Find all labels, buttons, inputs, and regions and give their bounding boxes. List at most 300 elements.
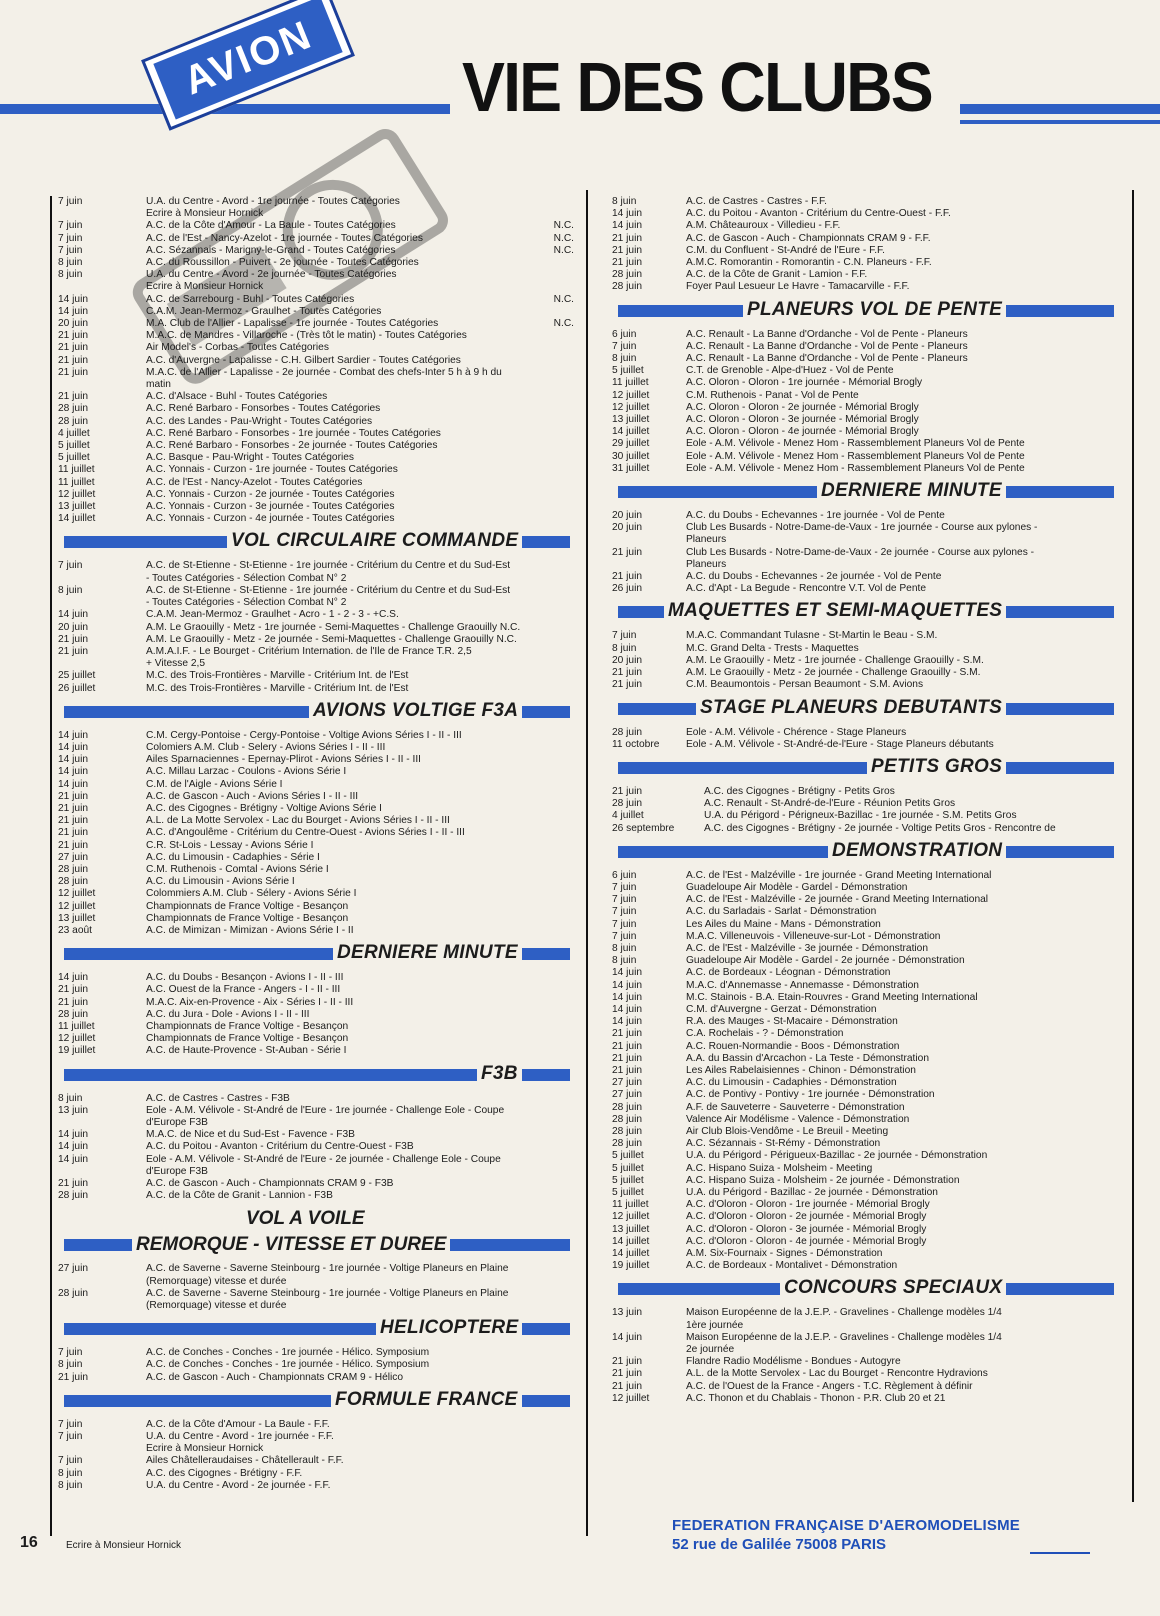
event-text: C.A. Rochelais - ? - Démonstration	[686, 1028, 844, 1040]
section-list	[606, 870, 1126, 1273]
list-item	[52, 416, 582, 428]
event-date: 21 juin	[58, 984, 89, 996]
event-date: 21 juin	[612, 1052, 643, 1064]
event-date: 7 juin	[612, 894, 637, 906]
list-item	[52, 888, 582, 900]
section-title: CONCOURS SPECIAUX	[780, 1277, 1006, 1299]
event-date: 20 juin	[58, 318, 89, 330]
event-date: 21 juin	[58, 330, 89, 342]
event-text: A.C. Yonnais - Curzon - 1re journée - Toutes Catégories	[146, 464, 398, 476]
list-item	[52, 585, 582, 609]
list-item	[52, 1190, 582, 1202]
event-date: 13 juillet	[58, 501, 96, 513]
event-text: U.A. du Périgord - Bazillac - 2e journée - Démonstration	[686, 1187, 938, 1198]
event-text: A.C. de Bordeaux - Montalivet - Démonstration	[686, 1260, 898, 1272]
event-date: 27 juin	[612, 1077, 643, 1089]
event-date: 14 juin	[58, 293, 89, 305]
section-list	[606, 727, 1126, 751]
event-date: 28 juin	[612, 281, 643, 293]
event-text: A.L. de La Motte Servolex - Lac du Bourget - Avions Séries I - II - III	[146, 815, 450, 827]
list-item	[606, 870, 1126, 882]
list-item	[606, 451, 1126, 463]
event-text: C.A.M. Jean-Mermoz - Graulhet - Toutes Catégories	[146, 305, 382, 317]
event-date: 29 juillet	[612, 438, 650, 450]
event-text: Eole - A.M. Vélivole - St-André de l'Eure - 1re journée - Challenge Eole - Coupe d'Europe F3B	[146, 1104, 505, 1128]
event-date: 4 juillet	[612, 810, 644, 822]
list-item	[52, 766, 582, 778]
event-text: M.C. des Trois-Frontières - Marville - Critérium Int. de l'Est	[146, 682, 409, 694]
list-item	[606, 1016, 1126, 1028]
event-date: 12 juillet	[612, 389, 650, 401]
section-list	[52, 1263, 582, 1312]
event-text: A.M.A.I.F. - Le Bourget - Critérium Internation. de l'Ile de France T.R. 2,5 + Vitesse 2,5	[146, 645, 472, 670]
list-item	[606, 906, 1126, 918]
event-date: 21 juin	[58, 645, 89, 657]
event-text: M.A.C. Villeneuvois - Villeneuve-sur-Lot - Démonstration	[686, 930, 941, 942]
list-item	[606, 1004, 1126, 1016]
event-text: A.C. de l'Est - Malzéville - 2e journée - Grand Meeting International	[686, 894, 989, 906]
event-date: 8 juin	[612, 955, 637, 967]
event-date: 20 juin	[612, 654, 643, 666]
section-heading	[52, 701, 582, 723]
list-item	[52, 754, 582, 766]
event-text: C.M. du Confluent - St-André de l'Eure - F.F.	[686, 244, 885, 256]
event-date: 7 juin	[612, 918, 637, 930]
event-text: Eole - A.M. Vélivole - Chérence - Stage Planeurs	[686, 726, 907, 738]
event-text: A.C. Ouest de la France - Angers - I - II - III	[146, 984, 341, 996]
list-item	[52, 403, 582, 415]
list-item	[52, 428, 582, 440]
event-text: A.C. de la Côte d'Amour - La Baule - F.F.	[146, 1418, 330, 1430]
event-text: A.C. de Conches - Conches - 1re journée - Hélico. Symposium	[146, 1359, 430, 1371]
event-date: 12 juillet	[58, 888, 96, 900]
event-text: Flandre Radio Modélisme - Bondues - Autogyre	[686, 1356, 901, 1368]
list-item	[52, 1455, 582, 1467]
event-date: 19 juillet	[612, 1260, 650, 1272]
event-date: 8 juin	[612, 196, 637, 207]
event-date: 28 juin	[612, 1138, 643, 1150]
event-text: A.C. d'Oloron - Oloron - 4e journée - Mémorial Brogly	[686, 1235, 927, 1247]
event-text: A.C. Renault - La Banne d'Ordanche - Vol de Pente - Planeurs	[686, 328, 968, 340]
section-list	[52, 730, 582, 937]
event-date: 14 juin	[58, 729, 89, 741]
event-text: A.C. d'Auvergne - Lapalisse - C.H. Gilbert Sardier - Toutes Catégories	[146, 354, 461, 366]
event-text: Eole - A.M. Vélivole - St-André de l'Eure - 2e journée - Challenge Eole - Coupe d'Europe F3B	[146, 1153, 501, 1177]
list-item	[606, 233, 1126, 245]
event-text: Guadeloupe Air Modèle - Gardel - Démonstration	[686, 881, 908, 893]
list-item	[606, 1368, 1126, 1380]
event-text: A.M. Le Graouilly - Metz - 2e journée - Challenge Graouilly - S.M.	[686, 667, 981, 679]
event-text: A.C. Millau Larzac - Coulons - Avions Série I	[146, 766, 347, 778]
event-text: A.C. du Poitou - Avanton - Critérium du Centre-Ouest - F.F.	[686, 208, 951, 220]
list-item	[52, 330, 582, 342]
event-text: A.C. Thonon et du Chablais - Thonon - P.R. Club 20 et 21	[686, 1392, 946, 1404]
list-item	[606, 426, 1126, 438]
event-date: 21 juin	[58, 354, 89, 366]
event-date: 21 juin	[612, 546, 643, 558]
list-item	[606, 1393, 1126, 1405]
list-item	[52, 997, 582, 1009]
list-item	[606, 1199, 1126, 1211]
list-item	[606, 220, 1126, 232]
list-item	[52, 670, 582, 682]
event-date: 13 juillet	[58, 912, 96, 924]
event-text: C.M. Ruthenois - Panat - Vol de Pente	[686, 389, 859, 401]
event-text: M.A.C. Aix-en-Provence - Aix - Séries I - II - III	[146, 996, 354, 1008]
event-text: A.C. d'Oloron - Oloron - 3e journée - Mémorial Brogly	[686, 1223, 927, 1235]
event-date: 14 juin	[612, 1016, 643, 1028]
event-date: 28 juin	[58, 1287, 89, 1299]
event-text: A.M.C. Romorantin - Romorantin - C.N. Planeurs - F.F.	[686, 257, 932, 269]
event-date: 28 juin	[612, 1113, 643, 1125]
list-item	[52, 622, 582, 634]
list-item	[606, 402, 1126, 414]
event-text: A.C. de Sarrebourg - Buhl - Toutes Catégories	[146, 293, 355, 305]
list-item	[52, 501, 582, 513]
list-item	[52, 294, 582, 306]
event-date: 28 juin	[612, 1125, 643, 1137]
section-title: AVIONS VOLTIGE F3A	[309, 700, 522, 722]
section-heading	[606, 841, 1126, 863]
event-date: 14 juillet	[58, 513, 96, 525]
event-date: 7 juin	[612, 340, 637, 352]
section-title: FORMULE FRANCE	[331, 1389, 522, 1411]
event-text: A.C. Hispano Suiza - Molsheim - Meeting	[686, 1162, 873, 1174]
event-text: A.C. René Barbaro - Fonsorbes - 2e journée - Toutes Catégories	[146, 440, 438, 452]
list-item	[52, 864, 582, 876]
event-text: A.C. de la Côte d'Amour - La Baule - Toutes Catégories	[146, 220, 396, 232]
event-date: 8 juin	[612, 942, 637, 954]
event-text: A.C. de la Côte de Granit - Lannion - F3B	[146, 1190, 333, 1202]
event-text: A.C. des Landes - Pau-Wright - Toutes Catégories	[146, 415, 373, 427]
event-text: A.C. Basque - Pau-Wright - Toutes Catégories	[146, 452, 354, 464]
event-date: 21 juin	[58, 391, 89, 403]
list-item	[606, 1089, 1126, 1101]
event-text: A.C. Oloron - Oloron - 2e journée - Mémorial Brogly	[686, 401, 919, 413]
event-date: 12 juillet	[58, 900, 96, 912]
event-text: A.C. Renault - La Banne d'Ordanche - Vol de Pente - Planeurs	[686, 353, 968, 365]
event-date: 21 juin	[612, 232, 643, 244]
list-item	[606, 679, 1126, 691]
list-item	[52, 683, 582, 695]
list-item	[606, 547, 1126, 571]
event-text: A.C. Yonnais - Curzon - 4e journée - Toutes Catégories	[146, 513, 395, 525]
list-item	[52, 1093, 582, 1105]
event-date: 14 juillet	[612, 426, 650, 438]
federation-name: FEDERATION FRANÇAISE D'AEROMODELISME	[672, 1517, 1020, 1534]
event-text: A.C. de St-Etienne - St-Etienne - 1re journée - Critérium du Centre et du Sud-Est - Toutes Catégories - Sélection Combat N° 2	[146, 584, 511, 609]
event-date: 7 juin	[612, 906, 637, 918]
event-date: 13 juillet	[612, 1223, 650, 1235]
nc-badge: N.C.	[553, 220, 574, 232]
event-date: 5 juillet	[612, 1174, 644, 1186]
event-date: 12 juillet	[612, 1211, 650, 1223]
logo-text: AVION	[153, 0, 342, 120]
event-date: 8 juin	[58, 584, 83, 596]
list-item	[52, 318, 582, 330]
event-date: 8 juin	[612, 642, 637, 654]
list-item	[606, 1175, 1126, 1187]
event-date: 14 juin	[58, 741, 89, 753]
event-date: 21 juin	[58, 1371, 89, 1383]
event-text: C.M. Beaumontois - Persan Beaumont - S.M. Avions	[686, 679, 924, 691]
event-text: A.C. des Cigognes - Brétigny - 2e journée - Voltige Petits Gros - Rencontre de	[704, 822, 1056, 834]
section-list	[606, 510, 1126, 595]
section-heading	[52, 1064, 582, 1086]
event-text: A.C. d'Apt - La Begude - Rencontre V.T. Vol de Pente	[686, 583, 926, 595]
event-date: 21 juin	[58, 1178, 89, 1190]
list-item	[52, 196, 582, 220]
list-item	[52, 1347, 582, 1359]
event-date: 28 juin	[58, 863, 89, 875]
page-number: 16	[20, 1534, 38, 1551]
event-text: A.C. Hispano Suiza - Molsheim - 2e journée - Démonstration	[686, 1174, 960, 1186]
list-item	[606, 341, 1126, 353]
event-text: Eole - A.M. Vélivole - Menez Hom - Rassemblement Planeurs Vol de Pente	[686, 450, 1025, 462]
section-title: DERNIERE MINUTE	[333, 942, 522, 964]
list-item	[606, 931, 1126, 943]
list-item	[606, 667, 1126, 679]
right-top-list	[606, 196, 1126, 294]
list-item	[52, 1105, 582, 1129]
section-title: PLANEURS VOL DE PENTE	[743, 299, 1006, 321]
list-item	[52, 342, 582, 354]
event-date: 26 septembre	[612, 822, 675, 834]
list-item	[52, 1154, 582, 1178]
list-item	[52, 791, 582, 803]
event-date: 7 juin	[612, 930, 637, 942]
list-item	[52, 876, 582, 888]
event-text: A.M. Six-Fournaix - Signes - Démonstration	[686, 1248, 883, 1260]
list-item	[606, 1126, 1126, 1138]
section-title: DERNIERE MINUTE	[817, 480, 1006, 502]
section-heading	[52, 1390, 582, 1412]
event-date: 21 juin	[58, 633, 89, 645]
event-date: 12 juillet	[612, 401, 650, 413]
list-item	[606, 1356, 1126, 1368]
list-item	[606, 281, 1126, 293]
list-item	[52, 257, 582, 269]
event-text: A.C. de la Côte de Granit - Lamion - F.F.	[686, 269, 868, 281]
list-item	[52, 1141, 582, 1153]
event-date: 4 juillet	[58, 427, 90, 439]
event-text: A.C. de l'Est - Nancy-Azelot - 1re journée - Toutes Catégories	[146, 232, 423, 244]
event-date: 11 juillet	[58, 464, 95, 476]
list-item	[606, 1114, 1126, 1126]
event-text: Maison Européenne de la J.E.P. - Gravelines - Challenge modèles 1/4 1ère journée	[686, 1307, 1002, 1331]
section-heading	[606, 757, 1126, 779]
list-item	[52, 646, 582, 670]
section-title: PETITS GROS	[867, 756, 1006, 778]
event-text: U.A. du Périgord - Périgneux-Bazillac - 1re journée - S.M. Petits Gros	[704, 810, 1017, 822]
section-heading	[52, 1208, 582, 1256]
event-date: 5 juillet	[612, 1187, 644, 1198]
event-text: A.C. de Saverne - Saverne Steinbourg - 1re journée - Voltige Planeurs en Plaine (Remorquage) vitesse et durée	[146, 1263, 509, 1287]
event-date: 12 juillet	[58, 1033, 96, 1045]
event-date: 14 juin	[58, 754, 89, 766]
event-date: 28 juin	[58, 1190, 89, 1202]
event-date: 5 juillet	[58, 452, 90, 464]
event-text: Eole - A.M. Vélivole - Menez Hom - Rassemblement Planeurs Vol de Pente	[686, 462, 1025, 474]
list-item	[52, 840, 582, 852]
list-item	[606, 810, 1126, 822]
list-item	[606, 1028, 1126, 1040]
event-text: A.C. de l'Est - Malzéville - 3e journée - Démonstration	[686, 942, 929, 954]
list-item	[606, 353, 1126, 365]
event-text: U.A. du Centre - Avord - 1re journée - F.F. Ecrire à Monsieur Hornick	[146, 1431, 334, 1455]
section-heading	[606, 1278, 1126, 1300]
list-item	[606, 727, 1126, 739]
event-date: 21 juin	[612, 1028, 643, 1040]
section-title: F3B	[477, 1063, 522, 1085]
list-item	[606, 1211, 1126, 1223]
event-text: R.A. des Mauges - St-Macaire - Démonstration	[686, 1016, 898, 1028]
list-item	[52, 803, 582, 815]
list-item	[606, 882, 1126, 894]
event-date: 11 juillet	[612, 377, 649, 389]
list-item	[52, 306, 582, 318]
event-date: 7 juin	[58, 220, 83, 232]
event-text: A.M. Le Graouilly - Metz - 1re journée - Challenge Graouilly - S.M.	[686, 654, 984, 666]
section-heading	[52, 1318, 582, 1340]
event-text: Air Club Blois-Vendôme - Le Breuil - Meeting	[686, 1125, 889, 1137]
event-date: 26 juillet	[58, 682, 96, 694]
event-text: A.C. du Sarladais - Sarlat - Démonstration	[686, 906, 877, 918]
list-item	[606, 1224, 1126, 1236]
federation-underline	[1030, 1552, 1090, 1554]
event-text: A.C. de l'Est - Malzéville - 1re journée - Grand Meeting International	[686, 869, 992, 881]
list-item	[606, 919, 1126, 931]
list-item	[52, 852, 582, 864]
list-item	[606, 390, 1126, 402]
section-heading	[52, 943, 582, 965]
event-text: A.C. Oloron - Oloron - 1re journée - Mémorial Brogly	[686, 377, 923, 389]
event-date: 7 juin	[58, 232, 83, 244]
list-item	[606, 739, 1126, 751]
event-date: 25 juillet	[58, 670, 96, 682]
list-item	[606, 967, 1126, 979]
event-text: Club Les Busards - Notre-Dame-de-Vaux - 2e journée - Course aux pylones - Planeurs	[686, 546, 1035, 570]
event-date: 14 juin	[58, 305, 89, 317]
event-text: A.C. Yonnais - Curzon - 3e journée - Toutes Catégories	[146, 501, 395, 513]
event-text: A.C. d'Alsace - Buhl - Toutes Catégories	[146, 391, 328, 403]
event-text: A.F. de Sauveterre - Sauveterre - Démonstration	[686, 1101, 905, 1113]
event-date: 13 juin	[58, 1104, 89, 1116]
event-date: 21 juin	[612, 1380, 643, 1392]
event-text: A.C. de Gascon - Auch - Championnats CRAM 9 - Hélico	[146, 1371, 404, 1383]
event-text: A.C. Renault - St-André-de-l'Eure - Réunion Petits Gros	[704, 798, 956, 810]
right-column-rule	[1132, 190, 1134, 1502]
event-text: Valence Air Modélisme - Valence - Démonstration	[686, 1113, 910, 1125]
list-item	[606, 823, 1126, 835]
event-date: 28 juin	[612, 1101, 643, 1113]
event-text: U.A. du Centre - Avord - 2e journée - Toutes Catégories Ecrire à Monsieur Hornick	[146, 269, 397, 293]
event-date: 19 juillet	[58, 1045, 96, 1057]
event-date: 8 juin	[58, 1359, 83, 1371]
event-date: 14 juin	[58, 1153, 89, 1165]
event-text: A.M. Le Graouilly - Metz - 1re journée - Semi-Maquettes - Challenge Graouilly N.C.	[146, 621, 521, 633]
footer-note: Ecrire à Monsieur Hornick	[66, 1540, 182, 1551]
event-text: A.C. de Saverne - Saverne Steinbourg - 1re journée - Voltige Planeurs en Plaine (Remorquage) vitesse et durée	[146, 1287, 509, 1312]
list-item	[52, 1372, 582, 1384]
list-item	[606, 510, 1126, 522]
event-text: Eole - A.M. Vélivole - St-André-de-l'Eure - Stage Planeurs débutants	[686, 738, 994, 750]
list-item	[606, 196, 1126, 208]
event-text: A.C. du Roussillon - Puivert - 2e journée - Toutes Catégories	[146, 257, 419, 269]
event-text: U.A. du Périgord - Périgueux-Bazillac - 2e journée - Démonstration	[686, 1150, 988, 1162]
list-item	[606, 583, 1126, 595]
list-item	[606, 208, 1126, 220]
list-item	[606, 992, 1126, 1004]
event-text: A.C. de l'Ouest de la France - Angers - T.C. Règlement à définir	[686, 1380, 973, 1392]
list-item	[52, 1480, 582, 1492]
event-date: 11 octobre	[612, 738, 660, 750]
list-item	[606, 377, 1126, 389]
event-date: 5 juillet	[612, 1150, 644, 1162]
event-text: A.C. de Castres - Castres - F3B	[146, 1092, 290, 1104]
event-text: M.A.C. d'Annemasse - Annemasse - Démonstration	[686, 979, 919, 991]
event-date: 14 juin	[58, 1141, 89, 1153]
list-item	[52, 634, 582, 646]
event-date: 31 juillet	[612, 462, 650, 474]
event-text: Colommiers A.M. Club - Sélery - Avions Série I	[146, 888, 357, 900]
event-text: A.C. de Mimizan - Mimizan - Avions Série I - II	[146, 924, 354, 936]
event-text: A.C. du Limousin - Cadaphies - Série I	[146, 851, 320, 863]
list-item	[52, 1021, 582, 1033]
event-date: 5 juillet	[612, 365, 644, 377]
list-item	[606, 943, 1126, 955]
nc-badge: N.C.	[553, 244, 574, 256]
right-column	[606, 196, 1126, 1405]
event-date: 8 juin	[58, 257, 83, 269]
event-text: A.C. du Doubs - Echevannes - 2e journée - Vol de Pente	[686, 571, 942, 583]
list-item	[606, 257, 1126, 269]
event-date: 28 juin	[58, 415, 89, 427]
event-date: 12 juillet	[58, 488, 96, 500]
list-item	[52, 391, 582, 403]
event-date: 21 juin	[612, 257, 643, 269]
list-item	[606, 571, 1126, 583]
list-item	[52, 1419, 582, 1431]
event-date: 11 juillet	[58, 1020, 95, 1032]
event-date: 28 juin	[58, 876, 89, 888]
page-title: VIE DES CLUBS	[462, 48, 932, 126]
section-list	[606, 630, 1126, 691]
event-text: M.A.C. de l'Allier - Lapalisse - 2e journée - Combat des chefs-Inter 5 h à 9 h du matin	[146, 366, 502, 391]
list-item	[606, 1150, 1126, 1162]
list-item	[606, 1053, 1126, 1065]
event-text: Championnats de France Voltige - Besançon	[146, 912, 349, 924]
event-date: 21 juin	[58, 996, 89, 1008]
list-item	[52, 477, 582, 489]
event-text: A.L. de la Motte Servolex - Lac du Bourget - Rencontre Hydravions	[686, 1368, 988, 1380]
event-text: M.A.C. Commandant Tulasne - St-Martin le Beau - S.M.	[686, 630, 938, 642]
event-date: 14 juin	[612, 208, 643, 220]
event-date: 8 juin	[58, 1467, 83, 1479]
event-text: Championnats de France Voltige - Besançon	[146, 1033, 349, 1045]
event-date: 21 juin	[612, 1356, 643, 1368]
list-item	[52, 815, 582, 827]
section-heading	[606, 481, 1126, 503]
list-item	[52, 609, 582, 621]
event-date: 14 juin	[612, 979, 643, 991]
event-date: 14 juin	[612, 1331, 643, 1343]
section-title-line1: VOL A VOILE	[242, 1208, 369, 1230]
list-item	[606, 655, 1126, 667]
list-item	[52, 220, 582, 232]
list-item	[606, 1187, 1126, 1199]
event-text: Championnats de France Voltige - Besançon	[146, 1020, 349, 1032]
